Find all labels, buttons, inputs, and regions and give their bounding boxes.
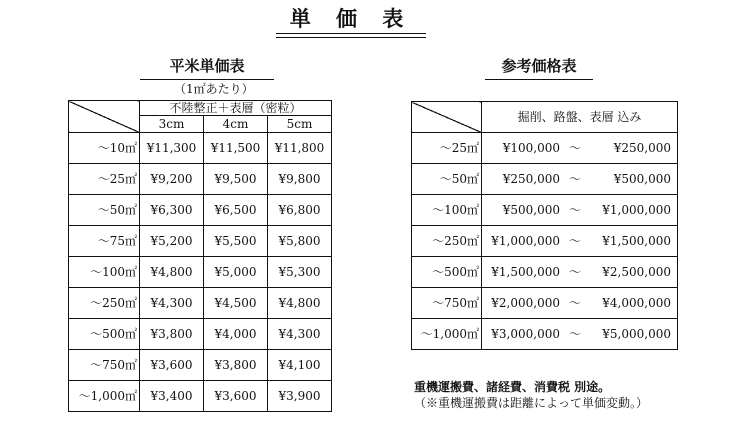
row-label: 〜750㎡ xyxy=(412,288,482,319)
table-row xyxy=(412,319,678,350)
price-range-cell xyxy=(482,133,678,164)
row-label: 〜100㎡ xyxy=(69,257,140,288)
range-tilde: 〜 xyxy=(568,326,581,341)
row-label: 〜250㎡ xyxy=(412,226,482,257)
row-label: 〜250㎡ xyxy=(69,288,140,319)
reference-price-heading: 参考価格表 xyxy=(501,57,577,75)
price-high: ¥5,000,000 xyxy=(602,326,671,341)
price-cell: ¥3,400 xyxy=(140,381,204,412)
row-label: 〜50㎡ xyxy=(69,195,140,226)
range-tilde: 〜 xyxy=(568,171,581,186)
row-label: 〜1,000㎡ xyxy=(69,381,140,412)
table-row xyxy=(69,381,332,412)
price-cell: ¥4,300 xyxy=(140,288,204,319)
price-range-cell xyxy=(482,257,678,288)
price-cell: ¥5,300 xyxy=(268,257,332,288)
price-cell: ¥6,500 xyxy=(204,195,268,226)
price-cell: ¥3,800 xyxy=(204,350,268,381)
table-row xyxy=(412,195,678,226)
per-unit-note: （1㎡あたり） xyxy=(174,82,254,96)
price-low: ¥2,000,000 xyxy=(491,295,560,310)
range-tilde: 〜 xyxy=(568,202,581,217)
column-header: 3cm xyxy=(140,116,204,133)
price-cell: ¥6,800 xyxy=(268,195,332,226)
unit-price-table xyxy=(68,100,332,412)
price-high: ¥250,000 xyxy=(613,140,671,155)
group-header: 不陸整正＋表層（密粒） xyxy=(140,101,332,116)
price-cell: ¥3,900 xyxy=(268,381,332,412)
table-row xyxy=(412,133,678,164)
price-high: ¥500,000 xyxy=(613,171,671,186)
price-high: ¥1,500,000 xyxy=(602,233,671,248)
price-cell: ¥3,800 xyxy=(140,319,204,350)
price-range-cell xyxy=(482,288,678,319)
price-cell: ¥5,000 xyxy=(204,257,268,288)
price-cell: ¥9,200 xyxy=(140,164,204,195)
corner-diagonal-cell xyxy=(69,101,140,133)
row-label: 〜10㎡ xyxy=(69,133,140,164)
price-cell: ¥6,300 xyxy=(140,195,204,226)
table-row xyxy=(69,288,332,319)
row-label: 〜75㎡ xyxy=(69,226,140,257)
price-range-cell xyxy=(482,319,678,350)
table-row xyxy=(69,164,332,195)
range-tilde: 〜 xyxy=(568,264,581,279)
unit-price-heading-underline xyxy=(140,79,274,80)
table-row xyxy=(412,226,678,257)
title-underline xyxy=(276,33,426,34)
row-label: 〜750㎡ xyxy=(69,350,140,381)
reference-header: 掘削、路盤、表層 込み xyxy=(482,102,678,133)
price-low: ¥1,000,000 xyxy=(491,233,560,248)
corner-diagonal-cell xyxy=(412,102,482,133)
transport-cost-note: （※重機運搬費は距離によって単価変動。） xyxy=(414,396,649,410)
table-row xyxy=(69,257,332,288)
range-tilde: 〜 xyxy=(568,295,581,310)
reference-price-table xyxy=(411,101,678,350)
title-underline-secondary xyxy=(276,37,426,38)
table-row xyxy=(412,288,678,319)
range-tilde: 〜 xyxy=(568,233,581,248)
row-label: 〜25㎡ xyxy=(412,133,482,164)
row-label: 〜50㎡ xyxy=(412,164,482,195)
price-cell: ¥11,300 xyxy=(140,133,204,164)
price-cell: ¥4,500 xyxy=(204,288,268,319)
column-header: 4cm xyxy=(204,116,268,133)
table-row xyxy=(412,257,678,288)
price-cell: ¥4,800 xyxy=(268,288,332,319)
price-low: ¥1,500,000 xyxy=(491,264,560,279)
price-range-cell xyxy=(482,164,678,195)
table-row xyxy=(69,226,332,257)
column-header: 5cm xyxy=(268,116,332,133)
row-label: 〜500㎡ xyxy=(69,319,140,350)
price-high: ¥1,000,000 xyxy=(602,202,671,217)
range-tilde: 〜 xyxy=(568,140,581,155)
price-low: ¥500,000 xyxy=(502,202,560,217)
price-cell: ¥5,200 xyxy=(140,226,204,257)
page-title: 単 価 表 xyxy=(289,6,413,31)
price-low: ¥100,000 xyxy=(502,140,560,155)
price-cell: ¥5,500 xyxy=(204,226,268,257)
row-label: 〜25㎡ xyxy=(69,164,140,195)
row-label: 〜500㎡ xyxy=(412,257,482,288)
table-row xyxy=(69,195,332,226)
price-range-cell xyxy=(482,226,678,257)
price-cell: ¥11,800 xyxy=(268,133,332,164)
price-cell: ¥5,800 xyxy=(268,226,332,257)
price-cell: ¥9,500 xyxy=(204,164,268,195)
price-cell: ¥11,500 xyxy=(204,133,268,164)
price-low: ¥3,000,000 xyxy=(491,326,560,341)
price-cell: ¥4,000 xyxy=(204,319,268,350)
price-cell: ¥4,100 xyxy=(268,350,332,381)
price-cell: ¥4,800 xyxy=(140,257,204,288)
row-label: 〜100㎡ xyxy=(412,195,482,226)
reference-price-heading-underline xyxy=(485,79,593,80)
table-row xyxy=(69,133,332,164)
table-row xyxy=(69,350,332,381)
price-high: ¥2,500,000 xyxy=(602,264,671,279)
table-row xyxy=(412,164,678,195)
price-cell: ¥3,600 xyxy=(140,350,204,381)
table-row xyxy=(69,319,332,350)
price-cell: ¥4,300 xyxy=(268,319,332,350)
price-cell: ¥9,800 xyxy=(268,164,332,195)
price-cell: ¥3,600 xyxy=(204,381,268,412)
row-label: 〜1,000㎡ xyxy=(412,319,482,350)
extra-costs-note: 重機運搬費、諸経費、消費税 別途。 xyxy=(414,380,611,394)
price-low: ¥250,000 xyxy=(502,171,560,186)
price-high: ¥4,000,000 xyxy=(602,295,671,310)
unit-price-heading: 平米単価表 xyxy=(169,57,245,75)
price-range-cell xyxy=(482,195,678,226)
